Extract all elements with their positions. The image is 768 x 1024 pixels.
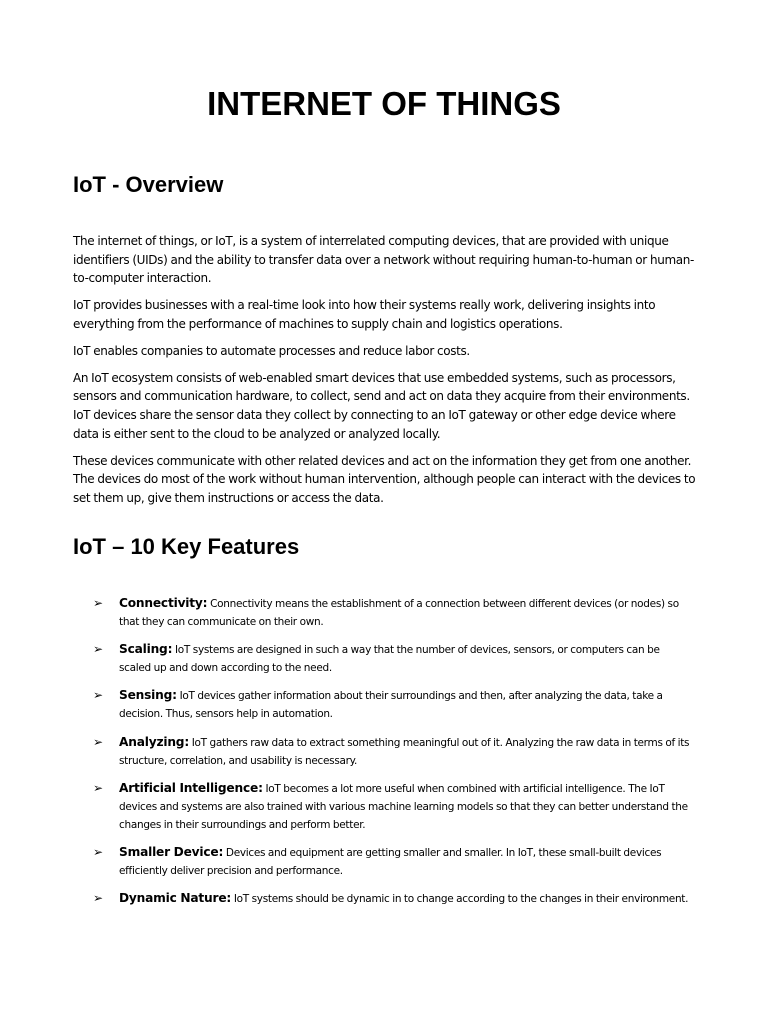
arrowhead-bullet-icon: ➢ — [93, 642, 103, 657]
overview-paragraph: An IoT ecosystem consists of web-enabled smart devices that use embedded systems, such as processors, sensors and communication hardware, to collect, send and act on data they acquire from their environments. IoT devices share the sensor data they collect by connecting to an IoT gateway or other edge device where data is either sent to the cloud to be analyzed or analyzed locally. — [73, 370, 690, 441]
overview-paragraph: IoT enables companies to automate processes and reduce labor costs. — [73, 343, 470, 358]
feature-description: IoT becomes a lot more useful when combined with artificial intelligence. The IoT devices and systems are also trained with various machine learning models so that they can better understand the changes in their surroundings and perform better. — [119, 782, 688, 831]
feature-description: IoT devices gather information about their surroundings and then, after analyzing the data, take a decision. Thus, sensors help in automation. — [119, 690, 663, 721]
feature-description: Connectivity means the establishment of a connection between different devices (or nodes) so that they can communicate on their own. — [119, 598, 679, 628]
features-list — [93, 594, 693, 917]
feature-name: Artificial Intelligence: — [119, 780, 263, 795]
feature-description: Devices and equipment are getting smaller and smaller. In IoT, these small-built devices efficiently deliver precision and performance. — [119, 846, 662, 877]
feature-item-connectivity — [93, 594, 693, 631]
feature-name: Sensing: — [119, 688, 177, 703]
feature-item-sensing — [93, 686, 693, 723]
feature-item-smaller-device — [93, 843, 693, 880]
feature-description: IoT systems should be dynamic in to change according to the changes in their environment. — [233, 893, 689, 906]
document-title: INTERNET OF THINGS — [207, 85, 561, 122]
arrowhead-bullet-icon: ➢ — [93, 780, 103, 795]
feature-name: Analyzing: — [119, 734, 190, 749]
feature-description: IoT systems are designed in such a way that the number of devices, sensors, or computers can be scaled up and down according to the need. — [119, 644, 660, 675]
overview-paragraph: These devices communicate with other related devices and act on the information they get from one another. The devices do most of the work without human intervention, although people can interact with the devices to set them up, give them instructions or access the data. — [73, 453, 696, 505]
feature-item-scaling — [93, 640, 693, 677]
arrowhead-bullet-icon: ➢ — [93, 844, 103, 859]
feature-name: Scaling: — [119, 642, 173, 657]
feature-description: IoT gathers raw data to extract something meaningful out of it. Analyzing the raw data in terms of its structure, correlation, and usability is necessary. — [119, 736, 690, 767]
feature-item-analyzing — [93, 733, 693, 770]
feature-name: Dynamic Nature: — [119, 891, 232, 906]
feature-name: Smaller Device: — [119, 844, 224, 859]
feature-item-artificial-intelligence — [93, 779, 693, 834]
arrowhead-bullet-icon: ➢ — [93, 596, 103, 610]
overview-paragraph: IoT provides businesses with a real-time look into how their systems really work, delivering insights into everything from the performance of machines to supply chain and logistics operations. — [73, 298, 656, 331]
feature-item-dynamic-nature — [93, 889, 693, 908]
overview-heading: IoT - Overview — [73, 172, 224, 197]
overview-section — [73, 232, 698, 516]
features-heading: IoT – 10 Key Features — [73, 534, 300, 559]
arrowhead-bullet-icon: ➢ — [93, 734, 103, 749]
arrowhead-bullet-icon: ➢ — [93, 688, 103, 703]
overview-paragraph: The internet of things, or IoT, is a system of interrelated computing devices, that are provided with unique identifiers (UIDs) and the ability to transfer data over a network without requiring human-to-human or human-to-computer interaction. — [73, 234, 695, 286]
feature-name: Connectivity: — [119, 596, 208, 610]
arrowhead-bullet-icon: ➢ — [93, 891, 103, 906]
